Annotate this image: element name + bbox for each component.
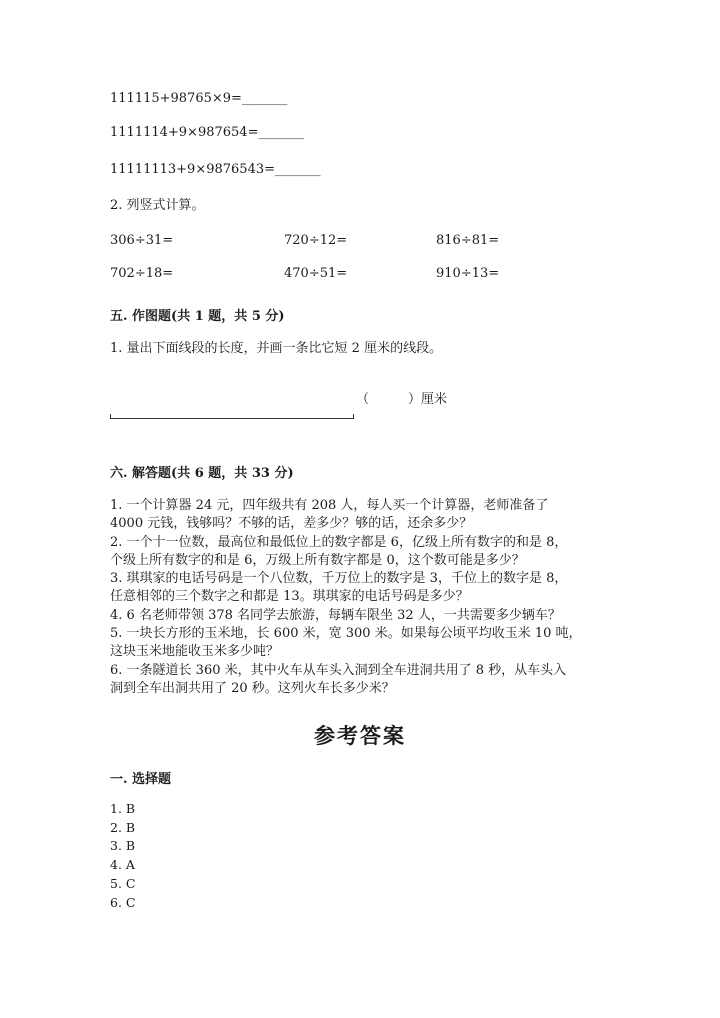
length-blank: （ ）厘米 <box>356 392 448 407</box>
vertical-item: 702÷18= <box>110 266 174 281</box>
problem-line: 4. 6 名老师带领 378 名同学去旅游，每辆车限坐 32 人，一共需要多少辆车？ <box>110 607 561 623</box>
section-5-question: 1. 量出下面线段的长度，并画一条比它短 2 厘米的线段。 <box>110 341 443 356</box>
problem-line: 5. 一块长方形的玉米地，长 600 米，宽 300 米。如果每公顷平均收玉米 10 吨， <box>110 626 582 642</box>
answer-list <box>110 800 135 912</box>
answer-item: 6. C <box>110 894 136 910</box>
vertical-item: 470÷51= <box>284 266 348 281</box>
problem-line: 3. 琪琪家的电话号码是一个八位数，千万位上的数字是 3，千位上的数字是 8， <box>110 571 568 587</box>
answers-title: 参考答案 <box>314 723 406 748</box>
answer-item: 1. B <box>110 801 136 816</box>
problem-line: 1. 一个计算器 24 元，四年级共有 208 人，每人买一个计算器，老师准备了 <box>110 498 549 513</box>
vertical-item: 306÷31= <box>110 233 174 248</box>
segment-end-tick <box>353 414 354 418</box>
problem-line: 个级上所有数字的和是 6，万级上所有数字都是 0，这个数可能是多少？ <box>110 552 525 568</box>
problem-line: 6. 一条隧道长 360 米，其中火车从车头入洞到全车进洞共用了 8 秒，从车头入 <box>110 662 567 678</box>
calc-line-2: 1111114+9×987654=_______ <box>110 125 304 140</box>
calc-line-3: 11111113+9×9876543=_______ <box>110 162 321 177</box>
vertical-item: 720÷12= <box>284 233 348 248</box>
problem-line: 4000 元钱，钱够吗？不够的话，差多少？够的话，还余多少？ <box>110 516 473 532</box>
section-5-title: 五. 作图题(共 1 题，共 5 分) <box>110 309 285 324</box>
problem-list <box>110 497 610 698</box>
problem-line: 洞到全车出洞共用了 20 秒。这列火车长多少米？ <box>110 680 395 696</box>
vertical-item: 816÷81= <box>436 233 500 248</box>
vertical-calc-title: 2. 列竖式计算。 <box>110 198 205 213</box>
problem-line: 这块玉米地能收玉米多少吨？ <box>110 644 280 660</box>
problem-line: 2. 一个十一位数，最高位和最低位上的数字都是 6，亿级上所有数字的和是 8， <box>110 534 568 550</box>
section-6-title: 六. 解答题(共 6 题，共 33 分) <box>110 466 294 481</box>
measure-segment <box>110 418 354 419</box>
problem-line: 任意相邻的三个数字之和都是 13。琪琪家的电话号码是多少？ <box>110 589 469 605</box>
segment-end-tick <box>110 414 111 418</box>
answer-item: 4. A <box>110 857 135 873</box>
vertical-item: 910÷13= <box>436 266 500 281</box>
answer-item: 5. C <box>110 875 136 891</box>
answer-item: 3. B <box>110 838 136 854</box>
calc-line-1: 111115+98765×9=_______ <box>110 91 288 106</box>
answer-item: 2. B <box>110 819 136 835</box>
answers-section-1-title: 一. 选择题 <box>110 772 172 787</box>
